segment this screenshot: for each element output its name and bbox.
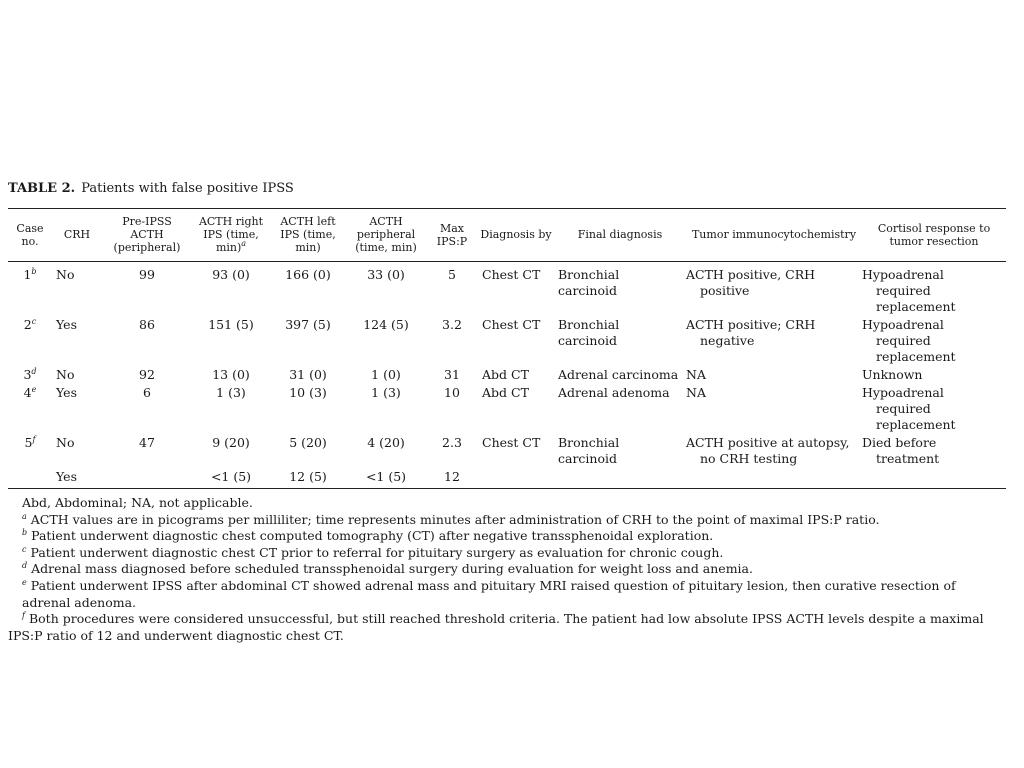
cell-diagnosis-by: Chest CT	[482, 317, 541, 332]
col-header-diagnosis-by: Diagnosis by	[480, 228, 552, 241]
footnote	[8, 545, 1006, 562]
col-header-max-ratio: Max IPS:P	[436, 221, 468, 248]
cell-left-ips: 10 (3)	[289, 385, 327, 400]
table-caption	[8, 181, 1006, 196]
footnote-mark: f	[22, 611, 25, 621]
cell-case: 5$^f$	[24, 435, 36, 450]
cell-crh: Yes	[56, 469, 77, 484]
cell-pre-ipss: 6	[143, 385, 151, 400]
cell-diagnosis-by: Abd CT	[482, 385, 529, 400]
footnote	[8, 561, 1006, 578]
cell-peripheral: 33 (0)	[367, 267, 405, 282]
cell-diagnosis-by	[478, 468, 554, 489]
row-footnote-mark: b	[31, 267, 37, 276]
table-label: TABLE 2.	[8, 181, 76, 196]
footnote-text: Patient underwent IPSS after abdominal CT showed adrenal mass and pituitary MRI raised question of pituitary lesion, then curative resection of adrenal adenoma.	[22, 577, 956, 610]
cell-left-ips: 5 (20)	[289, 435, 327, 450]
cell-case: 3$^d$	[23, 367, 37, 382]
footnote-mark: b	[22, 528, 28, 538]
footnote-text: Patient underwent diagnostic chest CT prior to referral for pituitary surgery as evaluation for chronic cough.	[30, 544, 724, 560]
cell-cortisol-response: Died before treatment	[862, 435, 940, 466]
cell-pre-ipss: 92	[139, 367, 155, 382]
cell-pre-ipss: 99	[139, 267, 155, 282]
cell-cortisol-response: Unknown	[862, 367, 923, 382]
row-footnote-mark: c	[31, 317, 37, 326]
footnote-mark: a	[22, 511, 27, 521]
cell-final-diagnosis: Adrenal carcinoma	[558, 367, 679, 382]
table-row	[8, 366, 1006, 384]
table-row	[8, 262, 1006, 317]
footnotes-list	[8, 512, 1006, 645]
col-header-crh: CRH	[63, 228, 91, 241]
cell-immunocytochemistry: ACTH positive at autopsy, no CRH testing	[686, 435, 850, 466]
cell-diagnosis-by: Chest CT	[482, 267, 541, 282]
cell-right-ips: <1 (5)	[210, 469, 252, 484]
row-footnote-mark: e	[31, 385, 37, 394]
table-row	[8, 316, 1006, 366]
cell-diagnosis-by: Abd CT	[482, 367, 529, 382]
row-footnote-mark: f	[32, 435, 36, 444]
cell-final-diagnosis: Bronchial carcinoid	[558, 317, 620, 348]
footnote-text: ACTH values are in picograms per milliliter; time represents minutes after administration of CRH to the point of maximal IPS:P ratio.	[30, 511, 880, 527]
cell-max-ratio: 31	[444, 367, 460, 382]
cell-final-diagnosis: Adrenal adenoma	[558, 385, 670, 400]
cell-immunocytochemistry: ACTH positive, CRH positive	[686, 267, 816, 298]
cell-cortisol-response	[862, 468, 1006, 489]
cell-immunocytochemistry: NA	[686, 385, 706, 400]
cell-case: 1$^b$	[23, 267, 37, 282]
col-header-case: Case no.	[16, 221, 44, 248]
cell-max-ratio: 2.3	[442, 435, 462, 450]
cell-cortisol-response: Hypoadrenal required replacement	[862, 317, 956, 364]
cell-max-ratio: 5	[448, 267, 456, 282]
cell-crh: No	[56, 435, 75, 450]
table-row	[8, 434, 1006, 468]
footnote-text: Both procedures were considered unsuccessful, but still reached threshold criteria. The patient had low absolute IPSS ACTH levels despite a maximal IPS:P ratio of 12 and underwent diagnostic chest CT.	[8, 611, 984, 643]
cell-final-diagnosis	[554, 468, 686, 489]
col-header-immunocytochemistry: Tumor immunocytochemistry	[691, 228, 857, 241]
col-header-left-ips: ACTH left IPS (time, min)	[280, 215, 336, 254]
col-header-pre-ipss: Pre-IPSS ACTH (peripheral)	[113, 215, 181, 254]
col-header-cortisol-response: Cortisol response to tumor resection	[877, 221, 991, 248]
cell-crh: No	[56, 267, 75, 282]
cell-peripheral: 124 (5)	[363, 317, 409, 332]
cell-pre-ipss: 86	[139, 317, 155, 332]
table-notes	[8, 495, 1006, 644]
cell-crh: Yes	[56, 385, 77, 400]
table-row	[8, 384, 1006, 434]
cell-peripheral: 1 (0)	[371, 367, 401, 382]
cell-case: 2$^c$	[23, 317, 37, 332]
cell-peripheral: <1 (5)	[365, 469, 407, 484]
cell-immunocytochemistry	[686, 468, 862, 489]
cell-left-ips: 397 (5)	[285, 317, 331, 332]
cell-crh: No	[56, 367, 75, 382]
table-row	[8, 468, 1006, 489]
footnote-text: Patient underwent diagnostic chest computed tomography (CT) after negative transsphenoidal exploration.	[31, 528, 714, 544]
header-footnote-mark: a	[241, 239, 247, 248]
table-header-row	[8, 209, 1006, 262]
cell-left-ips: 166 (0)	[285, 267, 331, 282]
footnote-mark: e	[22, 577, 27, 587]
cell-final-diagnosis: Bronchial carcinoid	[558, 435, 620, 466]
cell-left-ips: 31 (0)	[289, 367, 327, 382]
cell-peripheral: 1 (3)	[371, 385, 401, 400]
footnote	[8, 528, 1006, 545]
footnote-text: Adrenal mass diagnosed before scheduled transsphenoidal surgery during evaluation for weight loss and anemia.	[31, 561, 753, 577]
footnote	[8, 578, 1006, 611]
cell-cortisol-response: Hypoadrenal required replacement	[862, 267, 956, 314]
cell-cortisol-response: Hypoadrenal required replacement	[862, 385, 956, 432]
cell-immunocytochemistry: NA	[686, 367, 706, 382]
cell-right-ips: 1 (3)	[216, 385, 246, 400]
cell-case: 4e	[23, 385, 37, 400]
footnote-mark: c	[22, 544, 27, 554]
cell-right-ips: 9 (20)	[212, 435, 250, 450]
cell-peripheral: 4 (20)	[367, 435, 405, 450]
cell-left-ips: 12 (5)	[289, 469, 327, 484]
row-footnote-mark: d	[31, 367, 37, 376]
cell-immunocytochemistry: ACTH positive; CRH negative	[686, 317, 816, 348]
cell-max-ratio: 12	[444, 469, 460, 484]
footnote-mark: d	[22, 561, 28, 571]
footnote	[8, 611, 1006, 644]
col-header-final-diagnosis: Final diagnosis	[577, 228, 663, 241]
cell-case	[8, 468, 52, 489]
cell-diagnosis-by: Chest CT	[482, 435, 541, 450]
footnote	[8, 512, 1006, 529]
cell-max-ratio: 3.2	[442, 317, 462, 332]
cell-right-ips: 151 (5)	[208, 317, 254, 332]
table-caption-text: Patients with false positive IPSS	[81, 181, 294, 196]
abbreviations-note: Abd, Abdominal; NA, not applicable.	[22, 495, 253, 510]
patients-table	[8, 208, 1006, 489]
col-header-peripheral: ACTH peripheral (time, min)	[355, 215, 417, 254]
cell-pre-ipss: 47	[139, 435, 155, 450]
cell-right-ips: 93 (0)	[212, 267, 250, 282]
cell-pre-ipss	[102, 468, 192, 489]
cell-right-ips: 13 (0)	[212, 367, 250, 382]
cell-max-ratio: 10	[444, 385, 460, 400]
col-header-right-ips: ACTH right IPS (time, min)$^a$	[198, 215, 264, 254]
cell-crh: Yes	[56, 317, 77, 332]
paper-table-figure	[8, 181, 1006, 644]
cell-final-diagnosis: Bronchial carcinoid	[558, 267, 620, 298]
